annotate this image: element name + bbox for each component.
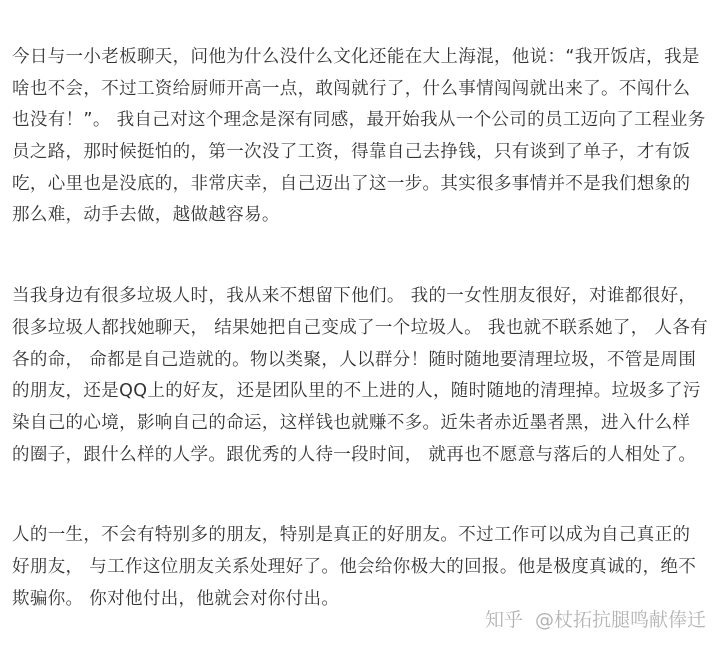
text-line: 染自己的心境，影响自己的命运，这样钱也就赚不多。近朱者赤近墨者黑，进入什么样 (12, 412, 691, 433)
text-line: 今日与一小老板聊天，问他为什么没什么文化还能在大上海混，他说：“我开饭店，我是 (12, 47, 700, 67)
text-line: 好朋友， 与工作这位朋友关系处理好了。他会给你极大的回报。他是极度真诚的，绝不 (12, 556, 697, 577)
paragraph-3 (12, 520, 710, 615)
article-body (12, 42, 710, 664)
text-line: 啥也不会，不过工资给厨师开高一点，敢闯就行了，什么事情闯闯就出来了。不闯什么 (12, 78, 691, 99)
paragraph-2 (12, 281, 710, 471)
text-line: 也没有！”。 我自己对这个理念是深有同感，最开始我从一个公司的员工迈向了工程业务 (12, 110, 706, 131)
watermark (485, 606, 706, 634)
text-line: 的朋友，还是QQ上的好友，还是团队里的不上进的人，随时随地的清理掉。垃圾多了污 (12, 381, 701, 402)
watermark-author: @杖拓抗腿鸣献俸迁 (534, 609, 706, 631)
text-line: 吃，心里也是没底的，非常庆幸，自己迈出了这一步。其实很多事情并不是我们想象的 (12, 173, 691, 194)
paragraph-1 (12, 42, 710, 232)
text-line: 的圈子，跟什么样的人学。跟优秀的人待一段时间， 就再也不愿意与落后的人相处了。 (12, 444, 697, 465)
text-line: 欺骗你。 你对他付出，他就会对你付出。 (12, 588, 340, 609)
text-line: 当我身边有很多垃圾人时，我从来不想留下他们。 我的一女性朋友很好，对谁都很好， (12, 286, 697, 307)
watermark-site: 知乎 (484, 609, 523, 631)
text-line: 那么难，动手去做，越做越容易。 (12, 205, 280, 226)
text-line: 各的命， 命都是自己造就的。物以类聚，人以群分！随时随地要清理垃圾，不管是周围 (12, 349, 697, 370)
text-line: 员之路，那时候挺怕的，第一次没了工资，得靠自己去挣钱，只有谈到了单子，才有饭 (12, 142, 691, 163)
text-line: 人的一生，不会有特别多的朋友，特别是真正的好朋友。不过工作可以成为自己真正的 (12, 525, 691, 546)
text-line: 很多垃圾人都找她聊天， 结果她把自己变成了一个垃圾人。 我也就不联系她了， 人各有 (12, 317, 709, 338)
